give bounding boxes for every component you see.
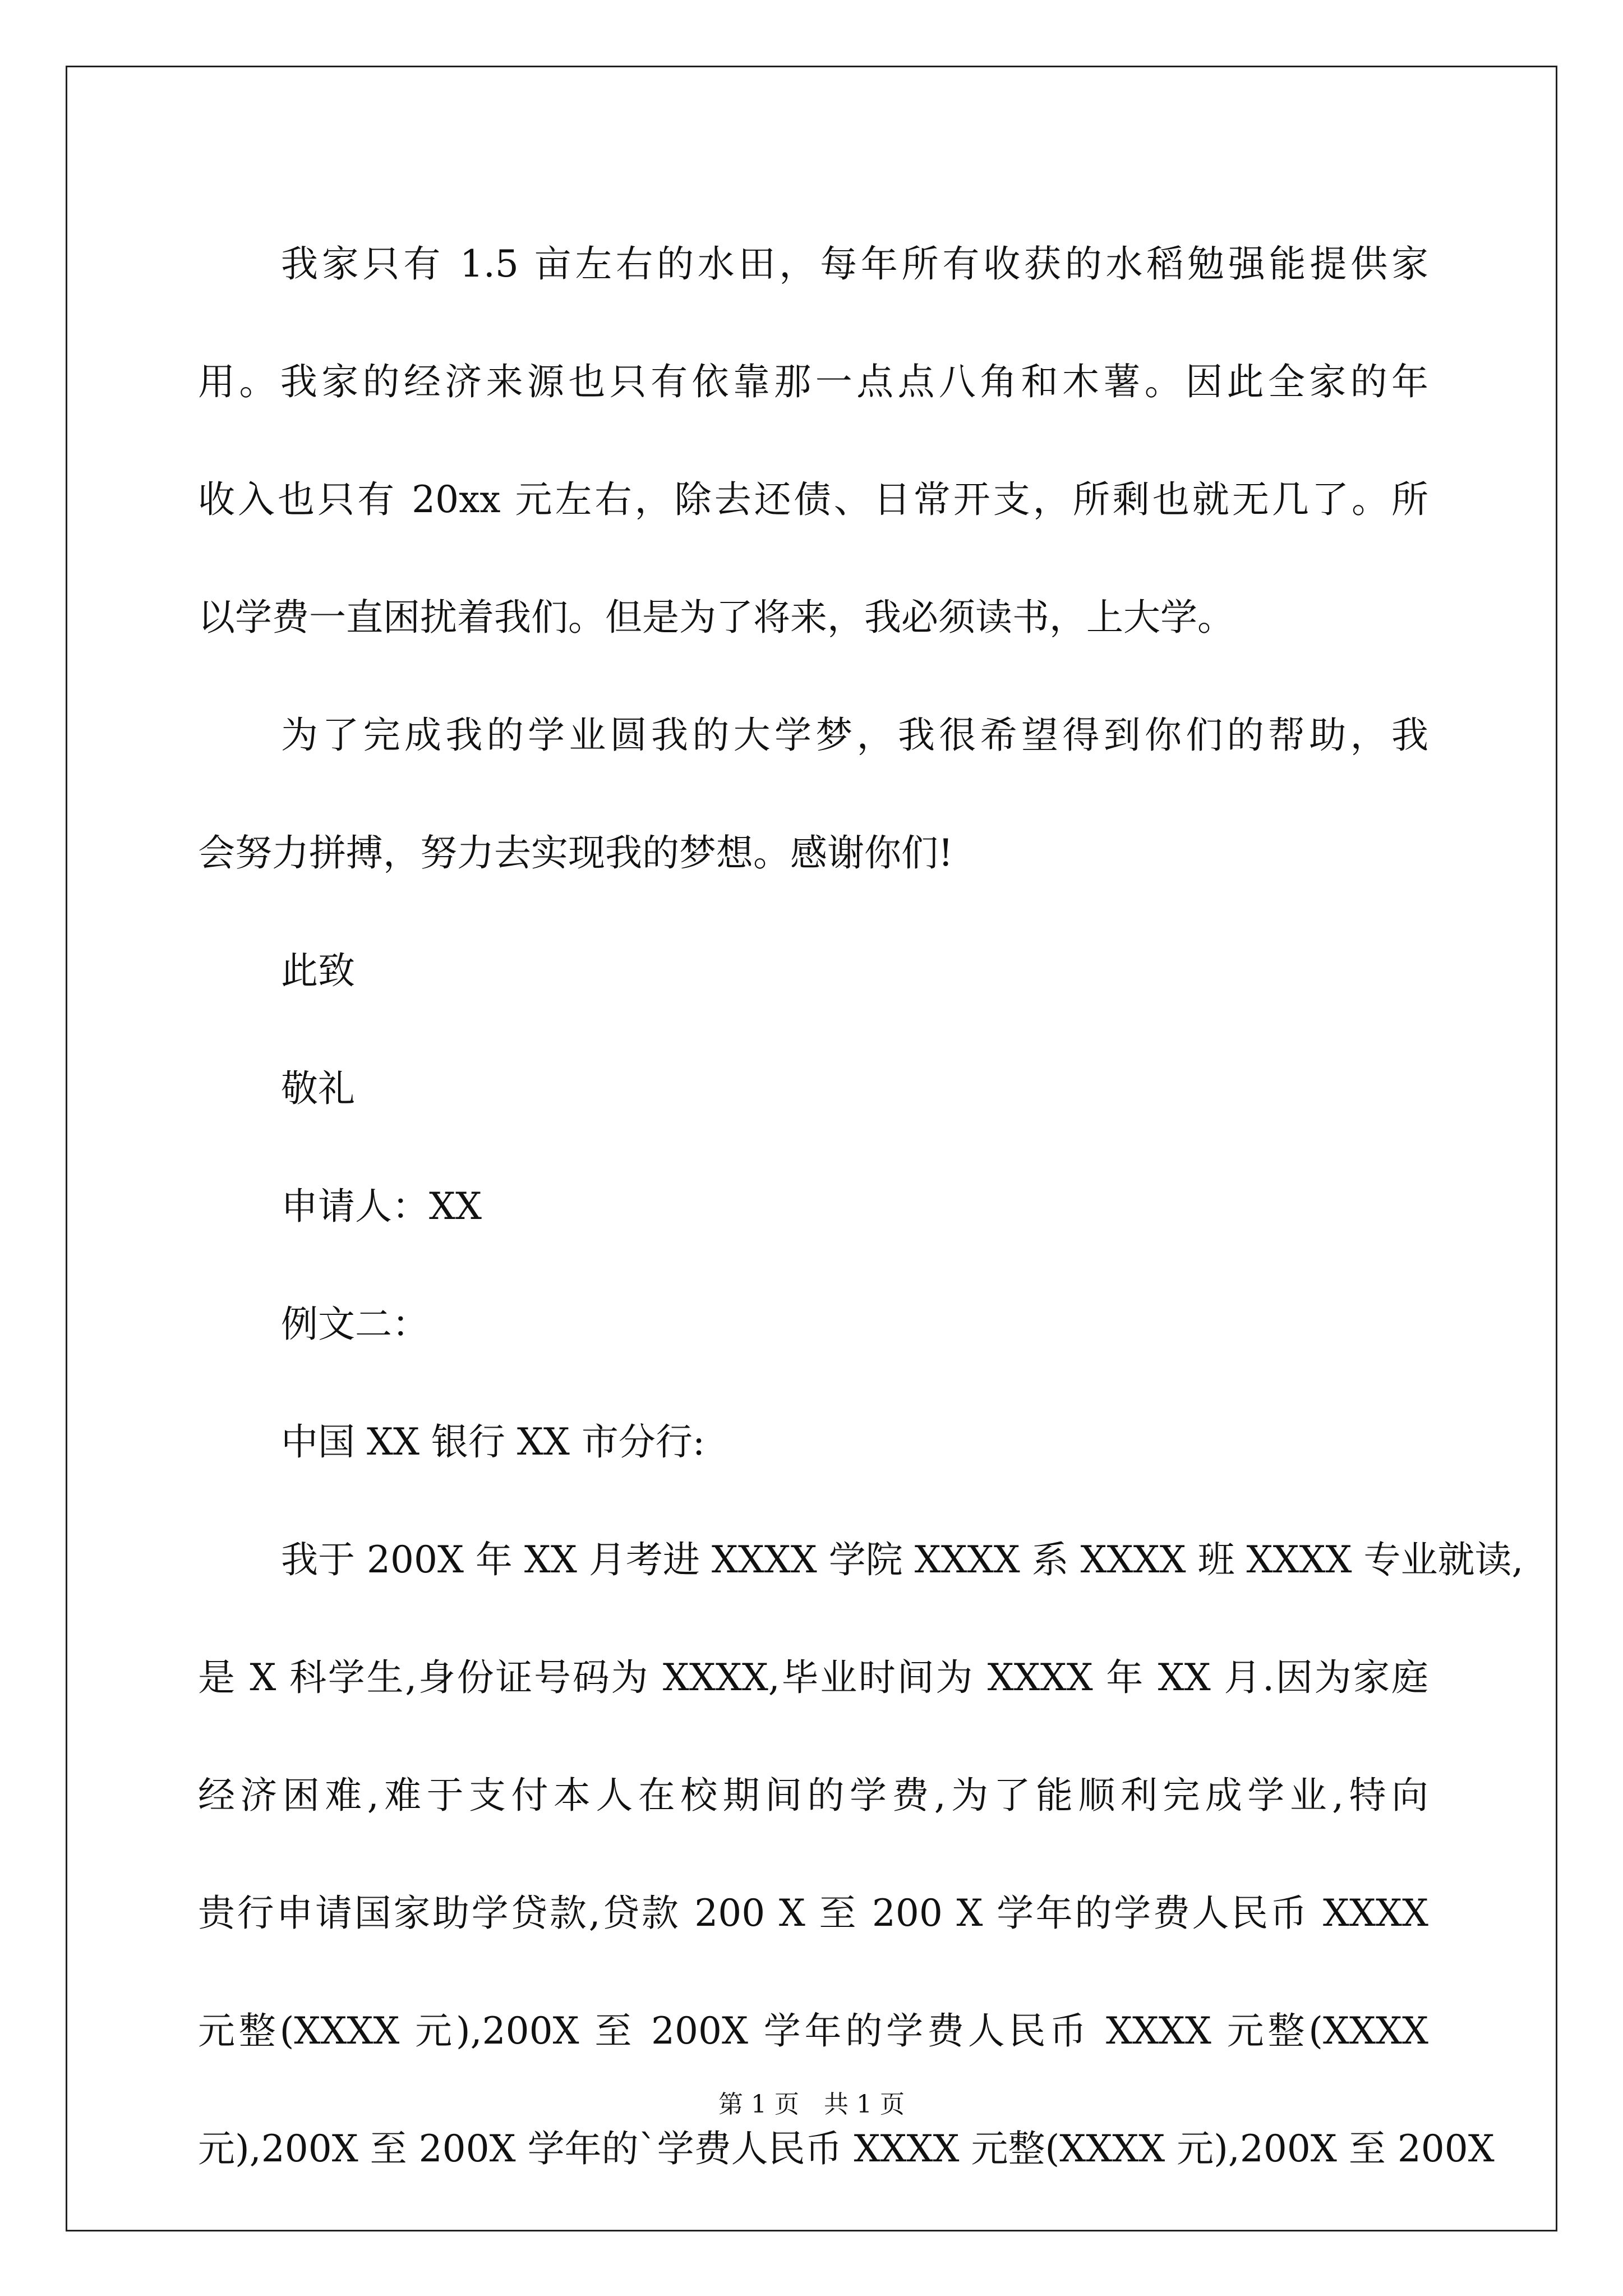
body-line: 我家只有 1.5 亩左右的水田，每年所有收获的水稻勉强能提供家 — [281, 242, 1428, 286]
body-line: 贵行申请国家助学贷款,贷款 200 X 至 200 X 学年的学费人民币 XXXX — [198, 1892, 1428, 1935]
body-line: 是 X 科学生,身份证号码为 XXXX,毕业时间为 XXXX 年 XX 月.因为家庭 — [198, 1656, 1428, 1699]
body-line: 元整(XXXX 元),200X 至 200X 学年的学费人民币 XXXX 元整(XXXX — [198, 2009, 1428, 2053]
document-body — [198, 205, 1524, 2208]
body-line: 我于 200X 年 XX 月考进 XXXX 学院 XXXX 系 XXXX 班 XXXX 专业就读, — [281, 1538, 1524, 1581]
body-line: 收入也只有 20xx 元左右，除去还债、日常开支，所剩也就无几了。所 — [198, 478, 1428, 521]
body-line: 元),200X 至 200X 学年的`学费人民币 XXXX 元整(XXXX 元),200X 至 200X — [198, 2127, 1495, 2170]
body-line: 以学费一直困扰着我们。但是为了将来，我必须读书，上大学。 — [198, 596, 1234, 639]
body-line: 经济困难,难于支付本人在校期间的学费,为了能顺利完成学业,特向 — [198, 1774, 1428, 1817]
page-number: 第 1 页 共 1 页 — [718, 2090, 905, 2119]
letter-addressee: 中国 XX 银行 XX 市分行: — [281, 1420, 706, 1464]
body-line: 会努力拼搏，努力去实现我的梦想。感谢你们! — [198, 831, 953, 875]
closing-regards: 敬礼 — [281, 1067, 355, 1110]
applicant-signature: 申请人：XX — [281, 1185, 482, 1228]
closing-salutation: 此致 — [281, 949, 355, 992]
body-line: 为了完成我的学业圆我的大学梦，我很希望得到你们的帮助，我 — [281, 714, 1428, 757]
section-heading: 例文二： — [281, 1303, 429, 1346]
body-line: 用。我家的经济来源也只有依靠那一点点八角和木薯。因此全家的年 — [198, 360, 1428, 403]
